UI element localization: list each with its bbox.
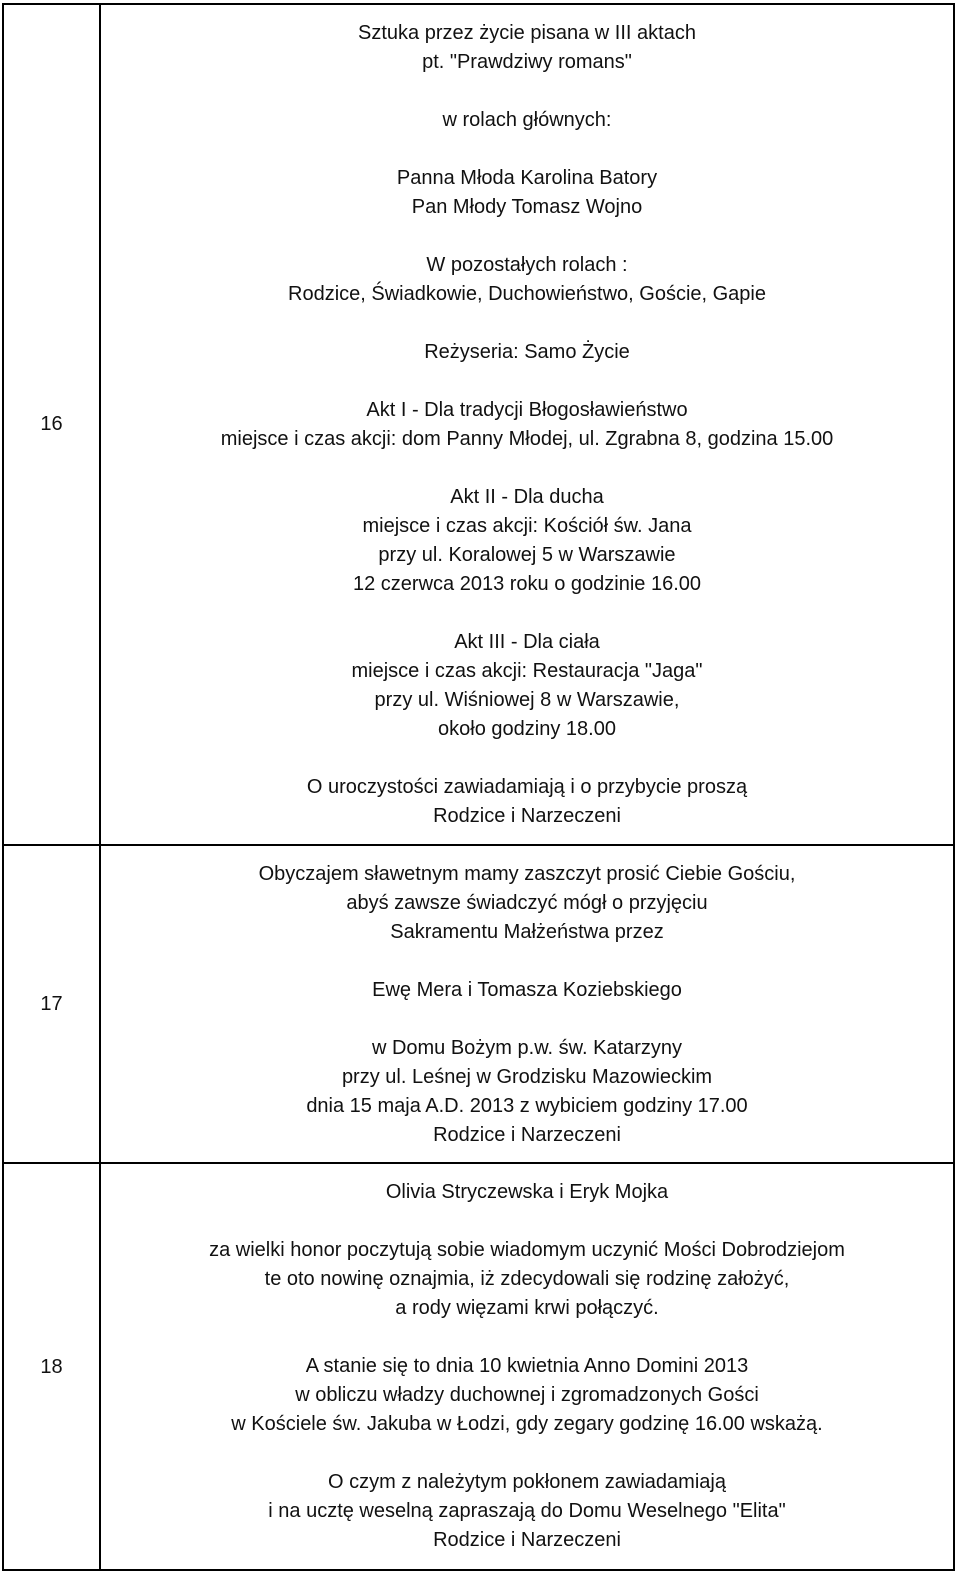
row-number-18: 18	[40, 1356, 63, 1378]
paragraph-gap	[101, 135, 953, 164]
text-line: Rodzice i Narzeczeni	[433, 1529, 621, 1551]
text-line: abyś zawsze świadczyć mógł o przyjęciu	[346, 892, 708, 914]
announcement-table	[2, 3, 955, 1571]
paragraph-gap	[101, 222, 953, 251]
text-line: Sakramentu Małżeństwa przez	[390, 921, 664, 943]
text-line: te oto nowinę oznajmia, iż zdecydowali się rodzinę założyć,	[264, 1268, 790, 1290]
row-divider	[4, 1162, 953, 1164]
text-line: Akt I - Dla tradycji Błogosławieństwo	[366, 399, 688, 421]
paragraph-gap	[101, 367, 953, 396]
text-line: za wielki honor poczytują sobie wiadomym uczynić Mości Dobrodziejom	[209, 1239, 845, 1261]
text-line: Rodzice, Świadkowie, Duchowieństwo, Goście, Gapie	[288, 283, 766, 305]
invitation-text-16	[101, 19, 953, 831]
text-line: O uroczystości zawiadamiają i o przybycie proszą	[306, 776, 748, 798]
paragraph-gap	[101, 77, 953, 106]
text-line: A stanie się to dnia 10 kwietnia Anno Domini 2013	[305, 1355, 749, 1377]
paragraph-gap	[101, 1323, 953, 1352]
text-line: Panna Młoda Karolina Batory	[396, 167, 658, 189]
text-line: O czym z należytym pokłonem zawiadamiają	[328, 1471, 726, 1493]
paragraph-gap	[101, 309, 953, 338]
paragraph-gap	[101, 454, 953, 483]
text-line: przy ul. Wiśniowej 8 w Warszawie,	[374, 689, 680, 711]
text-line: Rodzice i Narzeczeni	[433, 805, 621, 827]
paragraph-gap	[101, 599, 953, 628]
text-line: Akt III - Dla ciała	[454, 631, 600, 653]
text-line: w obliczu władzy duchownej i zgromadzonych Gości	[295, 1384, 759, 1406]
text-line: a rody więzami krwi połączyć.	[395, 1297, 659, 1319]
text-line: w Kościele św. Jakuba w Łodzi, gdy zegary godzinę 16.00 wskażą.	[231, 1413, 823, 1435]
text-line: W pozostałych rolach :	[426, 254, 628, 276]
paragraph-gap	[101, 1207, 953, 1236]
row-number-17: 17	[40, 993, 63, 1015]
text-line: w Domu Bożym p.w. św. Katarzyny	[371, 1037, 683, 1059]
text-line: przy ul. Leśnej w Grodzisku Mazowieckim	[341, 1066, 713, 1088]
invitation-text-17	[101, 860, 953, 1150]
text-line: około godziny 18.00	[438, 718, 616, 740]
invitation-text-18	[101, 1178, 953, 1555]
text-line: Reżyseria: Samo Życie	[424, 341, 630, 363]
text-line: dnia 15 maja A.D. 2013 z wybiciem godziny 17.00	[306, 1095, 748, 1117]
text-line: Sztuka przez życie pisana w III aktach	[358, 22, 696, 44]
text-line: miejsce i czas akcji: dom Panny Młodej, ul. Zgrabna 8, godzina 15.00	[220, 428, 834, 450]
text-line: Olivia Stryczewska i Eryk Mojka	[385, 1181, 669, 1203]
row-divider	[4, 844, 953, 846]
paragraph-gap	[101, 1439, 953, 1468]
text-line: miejsce i czas akcji: Kościół św. Jana	[362, 515, 692, 537]
text-line: w rolach głównych:	[442, 109, 612, 131]
text-line: Obyczajem sławetnym mamy zaszczyt prosić Ciebie Gościu,	[258, 863, 796, 885]
text-line: Pan Młody Tomasz Wojno	[411, 196, 643, 218]
text-line: Rodzice i Narzeczeni	[433, 1124, 621, 1146]
paragraph-gap	[101, 744, 953, 773]
text-line: 12 czerwca 2013 roku o godzinie 16.00	[352, 573, 701, 595]
text-line: Akt II - Dla ducha	[450, 486, 604, 508]
text-line: przy ul. Koralowej 5 w Warszawie	[378, 544, 676, 566]
paragraph-gap	[101, 1005, 953, 1034]
text-line: pt. "Prawdziwy romans"	[422, 51, 632, 73]
paragraph-gap	[101, 947, 953, 976]
text-line: i na ucztę weselną zapraszają do Domu Weselnego "Elita"	[268, 1500, 786, 1522]
row-number-16: 16	[40, 413, 63, 435]
text-line: miejsce i czas akcji: Restauracja "Jaga"	[351, 660, 703, 682]
text-line: Ewę Mera i Tomasza Koziebskiego	[372, 979, 682, 1001]
